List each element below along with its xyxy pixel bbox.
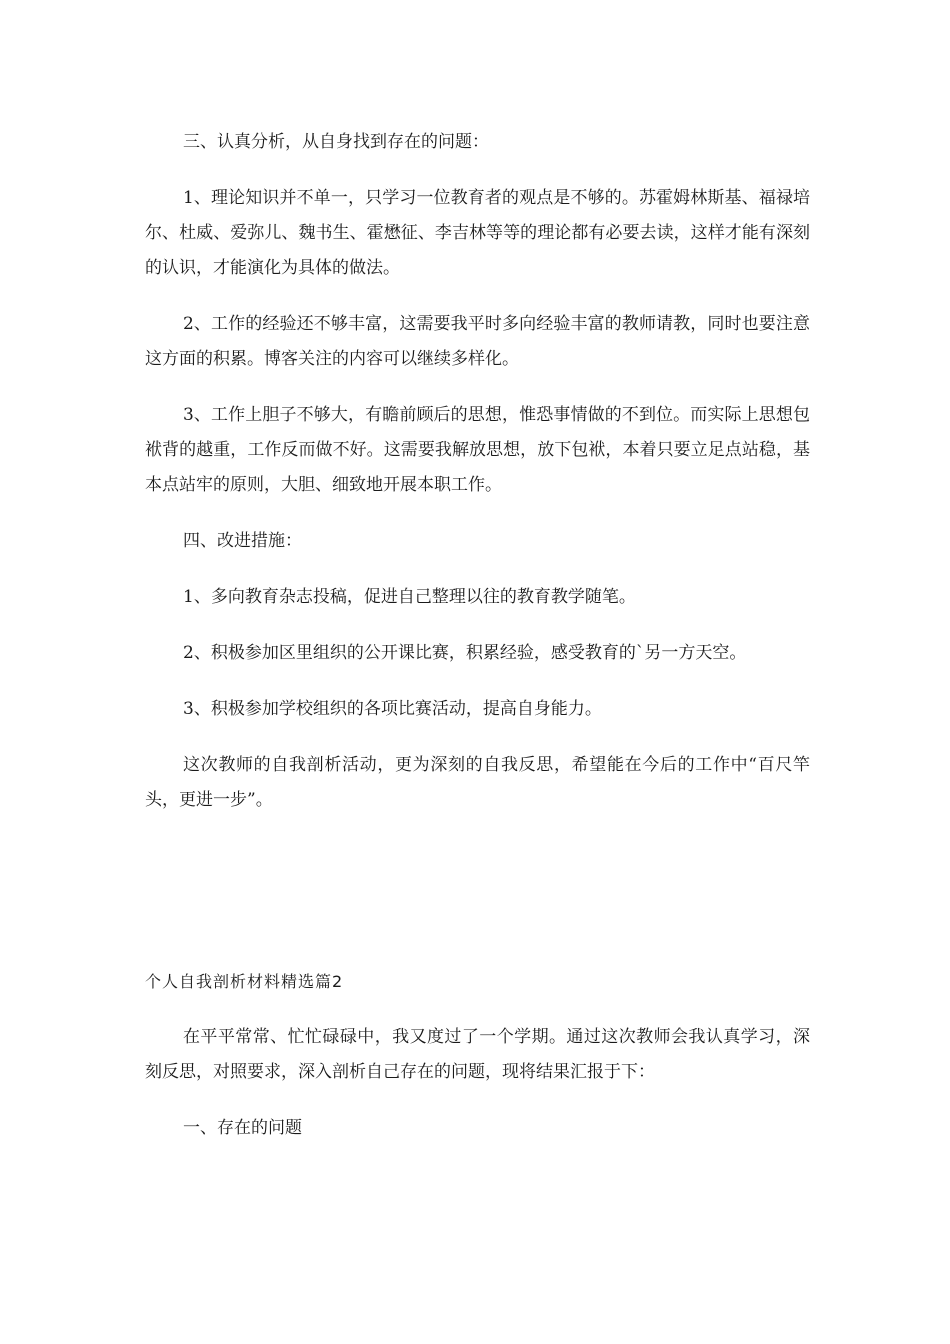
paragraph-work-experience: 2、工作的经验还不够丰富，这需要我平时多向经验丰富的教师请教，同时也要注意这方面的积累。博客关注的内容可以继续多样化。 [145, 314, 810, 369]
paragraph-theory-knowledge: 1、理论知识并不单一，只学习一位教育者的观点是不够的。苏霍姆林斯基、福禄培尔、杜威、爱弥儿、魏书生、霍懋征、李吉林等等的理论都有必要去读，这样才能有深刻的认识，才能演化为具体的做法。 [145, 188, 810, 278]
paragraph-conclusion: 这次教师的自我剖析活动，更为深刻的自我反思，希望能在今后的工作中“百尺竿头，更进一步”。 [145, 755, 810, 810]
section-title-part2: 个人自我剖析材料精选篇2 [145, 972, 344, 991]
document-body-part2 [145, 964, 810, 1146]
paragraph-work-courage: 3、工作上胆子不够大，有瞻前顾后的思想，惟恐事情做的不到位。而实际上思想包袱背的越重，工作反而做不好。这需要我解放思想，放下包袱，本着只要立足点站稳，基本点站牢的原则，大胆、细致地开展本职工作。 [145, 405, 810, 495]
section-heading-problems: 一、存在的问题 [183, 1118, 302, 1138]
paragraph-intro: 在平平常常、忙忙碌碌中，我又度过了一个学期。通过这次教师会我认真学习，深刻反思，对照要求，深入剖析自己存在的问题，现将结果汇报于下： [145, 1027, 810, 1082]
section-heading-measures: 四、改进措施： [183, 531, 302, 551]
section-heading-analysis: 三、认真分析，从自身找到存在的问题： [183, 132, 489, 152]
paragraph-measure-2: 2、积极参加区里组织的公开课比赛，积累经验，感受教育的`另一方天空。 [183, 643, 747, 663]
paragraph-measure-1: 1、多向教育杂志投稿，促进自己整理以往的教育教学随笔。 [183, 587, 636, 607]
document-body-part1 [145, 125, 810, 818]
paragraph-measure-3: 3、积极参加学校组织的各项比赛活动，提高自身能力。 [183, 699, 602, 719]
